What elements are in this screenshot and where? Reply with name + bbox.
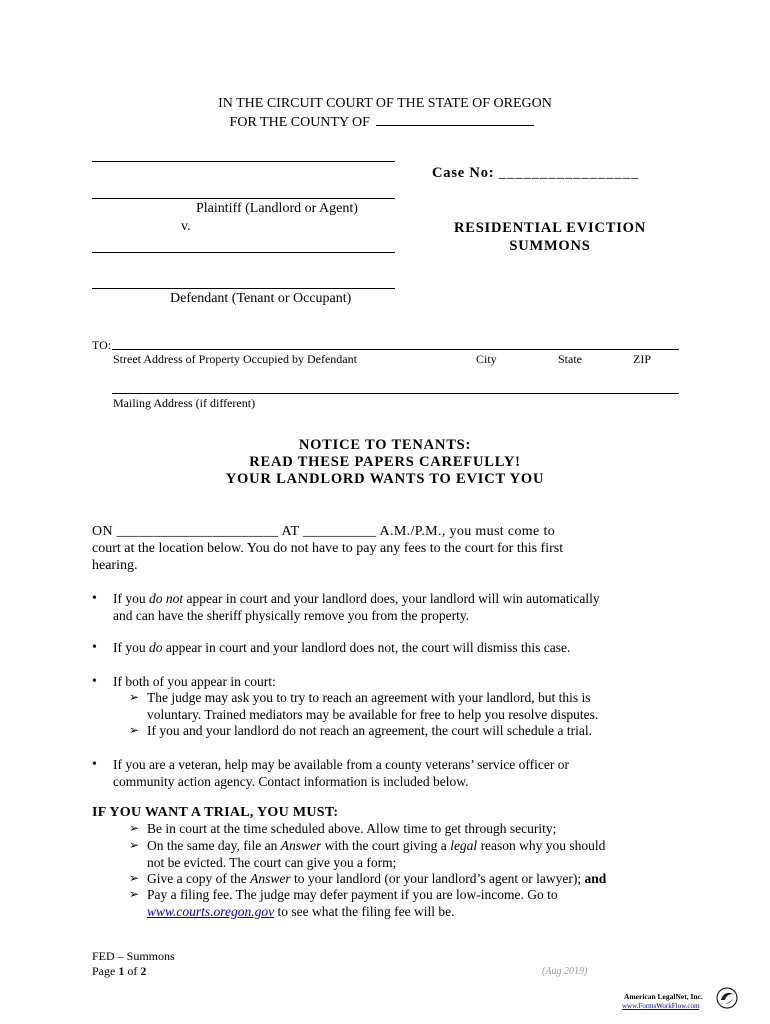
notice-heading bbox=[0, 437, 770, 488]
bullet-dot-4: • bbox=[92, 757, 97, 772]
street-label: Street Address of Property Occupied by Defendant bbox=[113, 352, 357, 366]
arrow-icon: ➢ bbox=[129, 690, 140, 704]
bullet-1: If you do not appear in court and your landlord does, your landlord will win automatically and can have the sheriff physically remove you from the property. bbox=[113, 591, 600, 623]
plaintiff-label: Plaintiff (Landlord or Agent) bbox=[196, 201, 358, 216]
courts-oregon-link[interactable]: www.courts.oregon.gov bbox=[147, 903, 275, 919]
county-field[interactable] bbox=[376, 112, 534, 126]
doc-title-line-1: RESIDENTIAL EVICTION bbox=[453, 220, 647, 236]
to-label: TO: bbox=[92, 338, 112, 352]
state-label: State bbox=[558, 352, 582, 366]
plaintiff-name-line-1[interactable] bbox=[92, 161, 395, 162]
doc-title-line-2: SUMMONS bbox=[509, 238, 591, 254]
defendant-label: Defendant (Tenant or Occupant) bbox=[170, 291, 352, 306]
zip-label: ZIP bbox=[633, 352, 651, 366]
versus-label: v. bbox=[181, 219, 191, 234]
trial-item-4: Pay a filing fee. The judge may defer payment if you are low-income. Go to www.courts.oregon.gov to see what the filing fee will be. bbox=[147, 887, 558, 919]
court-heading bbox=[0, 95, 770, 131]
footer bbox=[92, 949, 175, 979]
defendant-name-line-1[interactable] bbox=[92, 252, 395, 253]
hearing-line-2: court at the location below. You do not have to pay any fees to the court for this first bbox=[92, 541, 564, 556]
mailing-label: Mailing Address (if different) bbox=[113, 396, 256, 410]
revision-date: (Aug 2019) bbox=[542, 966, 588, 977]
county-label: FOR THE COUNTY OF bbox=[229, 115, 370, 130]
hearing-paragraph bbox=[92, 523, 692, 574]
trial-item-2: On the same day, file an Answer with the court giving a legal reason why you should not be evicted. The court can give you a form; bbox=[147, 838, 606, 870]
bullet-3-sub-2: If you and your landlord do not reach an agreement, the court will schedule a trial. bbox=[147, 723, 592, 738]
brand-name: American LegalNet, Inc. bbox=[624, 992, 703, 1001]
document-title bbox=[420, 219, 680, 255]
case-no-field[interactable]: _________________ bbox=[498, 165, 640, 181]
bullet-dot-2: • bbox=[92, 640, 97, 655]
bullet-dot-1: • bbox=[92, 591, 97, 606]
form-name: FED – Summons bbox=[92, 949, 175, 963]
case-number bbox=[432, 165, 639, 182]
court-line-1: IN THE CIRCUIT COURT OF THE STATE OF OREGON bbox=[218, 96, 552, 111]
street-address-line[interactable] bbox=[112, 349, 679, 350]
trial-heading: IF YOU WANT A TRIAL, YOU MUST: bbox=[92, 805, 339, 820]
city-label: City bbox=[476, 352, 497, 366]
notice-line-3: YOUR LANDLORD WANTS TO EVICT YOU bbox=[225, 471, 545, 487]
hearing-line-3: hearing. bbox=[92, 558, 138, 573]
bullet-2: If you do appear in court and your landlord does not, the court will dismiss this case. bbox=[113, 640, 571, 655]
trial-item-3: Give a copy of the Answer to your landlord (or your landlord’s agent or lawyer); and bbox=[147, 871, 607, 886]
notice-line-1: NOTICE TO TENANTS: bbox=[298, 437, 472, 453]
bullet-4: If you are a veteran, help may be available from a county veterans’ service officer or community action agency. Contact information is included below. bbox=[113, 757, 570, 789]
defendant-name-line-2[interactable] bbox=[92, 288, 395, 289]
mailing-address-line[interactable] bbox=[112, 393, 679, 394]
brand-url[interactable]: www.FormsWorkFlow.com bbox=[622, 1002, 700, 1010]
notice-line-2: READ THESE PAPERS CAREFULLY! bbox=[249, 454, 521, 470]
brand-watermark bbox=[620, 986, 740, 1014]
brand-logo-icon bbox=[716, 987, 738, 1009]
arrow-icon: ➢ bbox=[129, 887, 140, 901]
case-no-label: Case No: bbox=[432, 165, 495, 181]
arrow-icon: ➢ bbox=[129, 821, 140, 835]
plaintiff-name-line-2[interactable] bbox=[92, 198, 395, 199]
arrow-icon: ➢ bbox=[129, 723, 140, 737]
bullet-3: If both of you appear in court: bbox=[113, 674, 276, 689]
bullet-dot-3: • bbox=[92, 674, 97, 689]
arrow-icon: ➢ bbox=[129, 838, 140, 852]
trial-item-1: Be in court at the time scheduled above. Allow time to get through security; bbox=[147, 821, 557, 836]
court-line-2 bbox=[0, 112, 767, 131]
bullet-3-sub-1: The judge may ask you to try to reach an agreement with your landlord, but this is voluntary. Trained mediators may be available for free to help you resolve disputes. bbox=[147, 690, 599, 722]
arrow-icon: ➢ bbox=[129, 871, 140, 885]
hearing-line-1: ON ______________________ AT __________ A.M./P.M., you must come to bbox=[92, 524, 556, 539]
page-number: Page 1 of 2 bbox=[92, 964, 147, 978]
